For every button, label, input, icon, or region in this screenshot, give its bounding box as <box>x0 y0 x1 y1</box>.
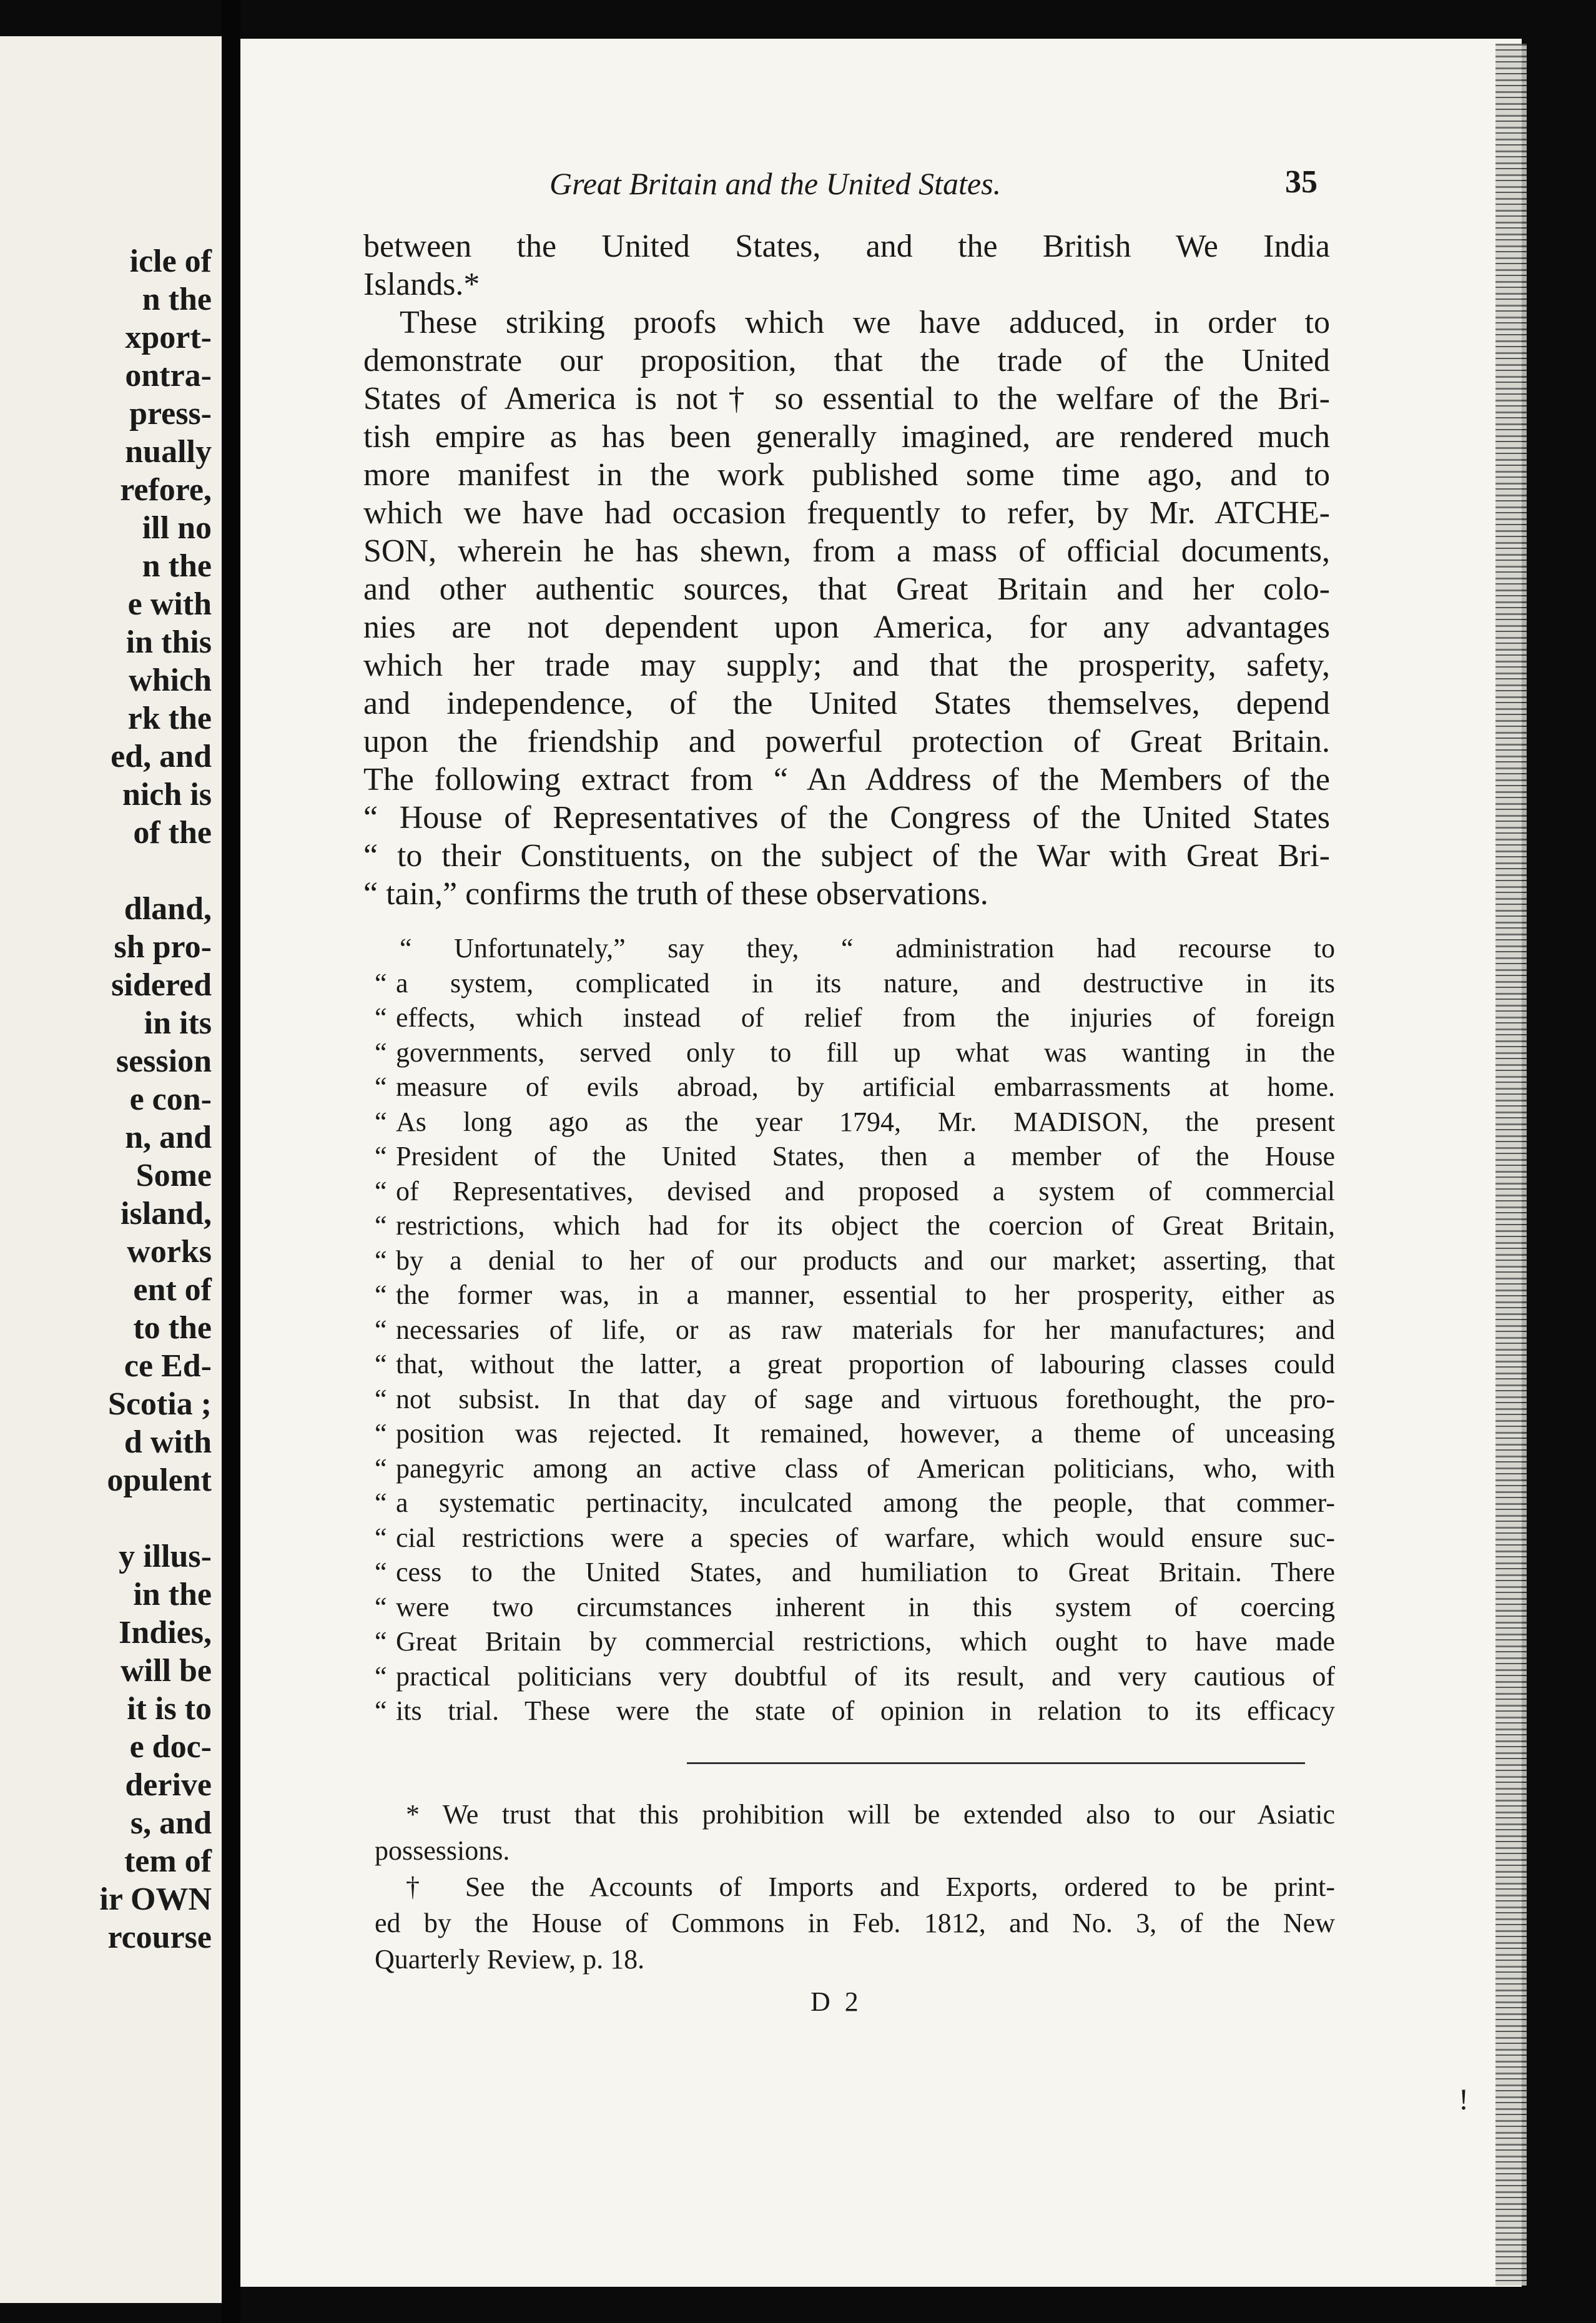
quote-text: governments, served only to fill up what was wanting in the <box>396 1037 1335 1068</box>
signature-mark: D 2 <box>810 1986 862 2017</box>
body-line: These striking proofs which we have adduced, in order to <box>400 305 1330 340</box>
quote-text: necessaries of life, or as raw materials for her manufactures; and <box>396 1314 1335 1345</box>
body-line: upon the friendship and powerful protection of Great Britain. <box>363 724 1330 759</box>
quote-mark: “ <box>375 1280 387 1310</box>
left-page-fragment: press- <box>129 396 212 432</box>
quote-mark: “ <box>375 1557 387 1587</box>
left-page-fragment: session <box>116 1043 212 1079</box>
left-page-fragment: s, and <box>130 1805 212 1841</box>
left-page-fragment: Scotia ; <box>107 1386 212 1422</box>
left-page-fragment: Indies, <box>119 1615 212 1650</box>
body-line: “ tain,” confirms the truth of these observations. <box>363 876 988 912</box>
body-line: demonstrate our proposition, that the trade of the United <box>363 343 1330 378</box>
left-facing-page <box>0 36 222 2303</box>
quote-mark: “ <box>375 1383 387 1414</box>
left-page-fragment: n, and <box>125 1120 212 1155</box>
quote-text: effects, which instead of relief from the injuries of foreign <box>396 1002 1335 1033</box>
left-page-fragment: n the <box>142 548 212 584</box>
quote-text: of Representatives, devised and proposed a system of commercial <box>396 1175 1335 1206</box>
quote-text: that, without the latter, a great proportion of labouring classes could <box>396 1349 1335 1379</box>
body-line: SON, wherein he has shewn, from a mass of official documents, <box>363 533 1330 569</box>
left-page-fragment: in this <box>126 624 212 660</box>
quote-text: were two circumstances inherent in this system of coercing <box>396 1591 1335 1622</box>
body-line: Islands.* <box>363 267 480 302</box>
quote-line <box>375 1314 1335 1346</box>
quote-line <box>375 1002 1335 1034</box>
quote-text: cess to the United States, and humiliation to Great Britain. There <box>396 1557 1335 1587</box>
quote-text: restrictions, which had for its object the coercion of Great Britain, <box>396 1210 1335 1241</box>
quote-mark: “ <box>375 1522 387 1553</box>
left-page-fragment: works <box>127 1234 212 1270</box>
quote-mark: “ <box>375 1175 387 1206</box>
quote-mark: “ <box>375 1660 387 1692</box>
margin-mark: ! <box>1459 2083 1469 2116</box>
body-line: The following extract from “ An Address of the Members of the <box>363 762 1330 797</box>
quote-mark: “ <box>375 1141 387 1171</box>
left-page-fragment: derive <box>125 1767 212 1803</box>
quote-line <box>400 932 1335 965</box>
quote-line <box>375 1245 1335 1277</box>
left-page-fragment: e con- <box>129 1082 212 1117</box>
footnote-line: Quarterly Review, p. 18. <box>375 1944 645 1975</box>
body-line: tish empire as has been generally imagined, are rendered much <box>363 419 1330 455</box>
quote-mark: “ <box>375 1002 387 1033</box>
footnote-rule <box>687 1762 1305 1764</box>
left-page-fragment: to the <box>133 1310 212 1346</box>
quote-text: Great Britain by commercial restrictions, which ought to have made <box>396 1626 1335 1657</box>
quote-mark: “ <box>375 1591 387 1622</box>
quote-line <box>375 1625 1335 1658</box>
quote-text: practical politicians very doubtful of its result, and very cautious of <box>396 1660 1335 1692</box>
left-page-fragment: xport- <box>125 320 212 355</box>
quote-mark: “ <box>375 1072 387 1102</box>
left-page-fragment: which <box>129 663 212 698</box>
quote-text: panegyric among an active class of American politicians, who, with <box>396 1452 1335 1484</box>
left-page-fragment: in its <box>144 1005 212 1041</box>
quote-line <box>375 1279 1335 1311</box>
left-page-fragment: y illus- <box>119 1539 212 1574</box>
body-line: “ House of Representatives of the Congress of the United States <box>363 800 1330 836</box>
body-line: which we have had occasion frequently to refer, by Mr. ATCHE- <box>363 495 1330 531</box>
left-page-fragment: opulent <box>107 1462 212 1498</box>
left-page-fragment: Some <box>135 1158 212 1193</box>
left-page-fragment: nually <box>125 434 212 470</box>
quote-line <box>375 1418 1335 1450</box>
left-page-fragment: rcourse <box>107 1920 212 1955</box>
left-page-fragment: icle of <box>129 244 212 279</box>
left-page-fragment: ent of <box>133 1272 212 1308</box>
left-page-fragment: dland, <box>124 891 212 927</box>
quote-line <box>375 1106 1335 1138</box>
quote-mark: “ <box>375 1037 387 1068</box>
quote-line <box>375 1522 1335 1554</box>
left-page-fragment: it is to <box>127 1691 212 1727</box>
quote-text: As long ago as the year 1794, Mr. MADISON, the present <box>396 1106 1335 1137</box>
quote-text: “ Unfortunately,” say they, “ administration had recourse to <box>400 933 1335 964</box>
left-page-fragment: of the <box>133 815 212 851</box>
quote-line <box>375 1383 1335 1416</box>
body-line: more manifest in the work published some time ago, and to <box>363 457 1330 493</box>
footnote-line: possessions. <box>375 1835 510 1866</box>
quote-text: the former was, in a manner, essential to her prosperity, either as <box>396 1280 1335 1310</box>
left-page-fragment: e doc- <box>129 1729 212 1765</box>
quote-line <box>375 1175 1335 1208</box>
body-line: “ to their Constituents, on the subject of the War with Great Bri- <box>363 838 1330 874</box>
left-page-fragment: will be <box>121 1653 212 1689</box>
quote-mark: “ <box>375 1314 387 1345</box>
quote-line <box>375 1452 1335 1485</box>
quote-text: not subsist. In that day of sage and virtuous forethought, the pro- <box>396 1383 1335 1414</box>
left-page-fragment: ed, and <box>111 739 212 774</box>
quote-line <box>375 1348 1335 1381</box>
quote-mark: “ <box>375 1245 387 1276</box>
quote-line <box>375 1140 1335 1173</box>
left-page-fragment: ill no <box>142 510 212 546</box>
book-gutter <box>222 0 240 2323</box>
running-head: Great Britain and the United States. <box>549 166 1002 201</box>
quote-text: by a denial to her of our products and our market; asserting, that <box>396 1245 1335 1276</box>
quote-text: a systematic pertinacity, inculcated among the people, that commer- <box>396 1487 1335 1518</box>
left-page-fragment: in the <box>133 1577 212 1612</box>
left-page-fragment: refore, <box>120 472 212 508</box>
quote-line <box>375 1487 1335 1519</box>
quote-text: cial restrictions were a species of warfare, which would ensure suc- <box>396 1522 1335 1553</box>
quote-line <box>375 1556 1335 1589</box>
left-page-fragment: n the <box>142 282 212 317</box>
quote-line <box>375 1591 1335 1624</box>
quote-mark: “ <box>375 967 387 999</box>
quote-mark: “ <box>375 1695 387 1726</box>
quote-mark: “ <box>375 1418 387 1449</box>
quote-mark: “ <box>375 1106 387 1137</box>
left-page-fragment: ir OWN <box>99 1882 212 1917</box>
left-page-fragment: nich is <box>122 777 212 812</box>
left-page-fragment: sh pro- <box>114 929 212 965</box>
quote-line <box>375 1071 1335 1103</box>
quote-text: its trial. These were the state of opinion in relation to its efficacy <box>396 1695 1335 1726</box>
quote-line <box>375 1660 1335 1693</box>
left-page-fragment: rk the <box>127 701 212 736</box>
page-number: 35 <box>1285 164 1318 200</box>
quote-line <box>375 1210 1335 1242</box>
left-page-fragment: island, <box>121 1196 212 1231</box>
quote-mark: “ <box>375 1626 387 1657</box>
quote-text: position was rejected. It remained, however, a theme of unceasing <box>396 1418 1335 1449</box>
left-page-fragment: ce Ed- <box>124 1348 212 1384</box>
body-line: and independence, of the United States themselves, depend <box>363 686 1330 721</box>
body-line: nies are not dependent upon America, for any advantages <box>363 609 1330 645</box>
left-page-fragment: tem of <box>124 1843 212 1879</box>
quote-line <box>375 1037 1335 1069</box>
footnote-line: * We trust that this prohibition will be extended also to our Asiatic <box>406 1799 1335 1830</box>
body-line: which her trade may supply; and that the prosperity, safety, <box>363 648 1330 683</box>
body-line: and other authentic sources, that Great Britain and her colo- <box>363 571 1330 607</box>
body-line: between the United States, and the British We India <box>363 229 1330 264</box>
page-edge-stack <box>1495 44 1527 2286</box>
body-line: States of America is not† so essential to the welfare of the Bri- <box>363 381 1330 417</box>
footnote-line: ed by the House of Commons in Feb. 1812, and No. 3, of the New <box>375 1908 1335 1938</box>
quote-mark: “ <box>375 1349 387 1379</box>
quote-text: measure of evils abroad, by artificial embarrassments at home. <box>396 1072 1335 1102</box>
footnote-line: † See the Accounts of Imports and Exports, ordered to be print- <box>406 1872 1335 1902</box>
left-page-fragment: d with <box>124 1424 212 1460</box>
left-page-fragment: e with <box>127 586 212 622</box>
quote-line <box>375 967 1335 1000</box>
left-page-fragment: sidered <box>111 967 212 1003</box>
quote-mark: “ <box>375 1452 387 1484</box>
left-page-fragment: ontra- <box>125 358 212 393</box>
quote-mark: “ <box>375 1210 387 1241</box>
quote-text: President of the United States, then a member of the House <box>396 1141 1335 1171</box>
quote-text: a system, complicated in its nature, and destructive in its <box>396 967 1335 999</box>
quote-mark: “ <box>375 1487 387 1518</box>
quote-line <box>375 1695 1335 1727</box>
